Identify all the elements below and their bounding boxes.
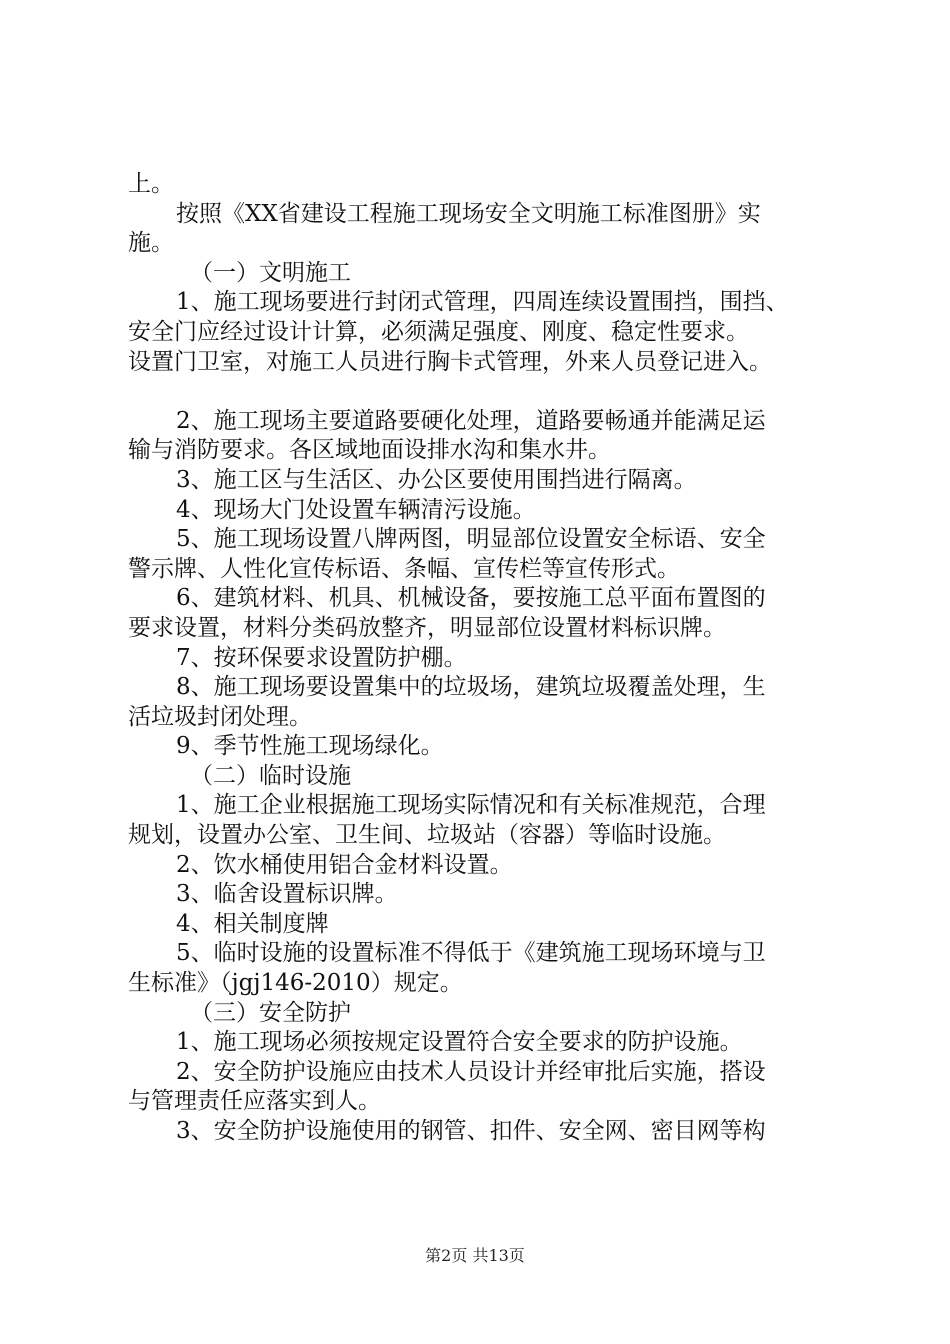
- text-line: 施。: [128, 230, 174, 257]
- text-line: 1、施工企业根据施工现场实际情况和有关标准规范，合理: [176, 792, 766, 819]
- text-line: 2、安全防护设施应由技术人员设计并经审批后实施，搭设: [176, 1058, 766, 1085]
- text-line: 3、施工区与生活区、办公区要使用围挡进行隔离。: [176, 466, 697, 493]
- text-line: 4、现场大门处设置车辆清污设施。: [176, 496, 536, 523]
- document-body: [128, 170, 833, 1147]
- text-line: 警示牌、人性化宣传标语、条幅、宣传栏等宣传形式。: [128, 555, 680, 582]
- text-line: 7、按环保要求设置防护棚。: [176, 644, 467, 671]
- text-line: 要求设置，材料分类码放整齐，明显部位设置材料标识牌。: [128, 614, 726, 641]
- text-line: 与管理责任应落实到人。: [128, 1088, 381, 1115]
- text-line: 2、饮水桶使用铝合金材料设置。: [176, 851, 513, 878]
- text-line: 1、施工现场必须按规定设置符合安全要求的防护设施。: [176, 1029, 743, 1056]
- text-line: 4、相关制度牌: [176, 910, 329, 937]
- blank-line: [128, 377, 833, 407]
- text-line: 5、施工现场设置八牌两图，明显部位设置安全标语、安全: [176, 526, 766, 553]
- page-number-footer: 第2页 共13页: [425, 1246, 525, 1265]
- text-line: 生标准》（jgj146-2010）规定。: [128, 970, 463, 997]
- text-line: 按照《XX省建设工程施工现场安全文明施工标准图册》实: [176, 200, 761, 227]
- text-line: 3、安全防护设施使用的钢管、扣件、安全网、密目网等构: [176, 1118, 766, 1144]
- text-line: 1、施工现场要进行封闭式管理，四周连续设置围挡，围挡、: [176, 289, 789, 316]
- text-line: 9、季节性施工现场绿化。: [176, 733, 444, 760]
- text-line: 上。: [128, 171, 174, 197]
- text-line: 设置门卫室，对施工人员进行胸卡式管理，外来人员登记进入。: [128, 348, 772, 375]
- text-line: 活垃圾封闭处理。: [128, 703, 312, 730]
- text-line: 规划，设置办公室、卫生间、垃圾站（容器）等临时设施。: [128, 822, 726, 849]
- text-line: 安全门应经过设计计算，必须满足强度、刚度、稳定性要求。: [128, 318, 749, 345]
- text-line: 5、临时设施的设置标准不得低于《建筑施工现场环境与卫: [176, 940, 766, 967]
- text-line: 6、建筑材料、机具、机械设备，要按施工总平面布置图的: [176, 585, 766, 612]
- text-line: 输与消防要求。各区域地面设排水沟和集水井。: [128, 437, 611, 464]
- text-line: 3、临舍设置标识牌。: [176, 881, 398, 908]
- section-heading: （三）安全防护: [190, 999, 351, 1026]
- section-heading: （二）临时设施: [190, 762, 351, 789]
- text-line: 8、施工现场要设置集中的垃圾场，建筑垃圾覆盖处理，生: [176, 674, 766, 701]
- section-heading: （一）文明施工: [190, 259, 351, 286]
- text-line: 2、施工现场主要道路要硬化处理，道路要畅通并能满足运: [176, 407, 766, 434]
